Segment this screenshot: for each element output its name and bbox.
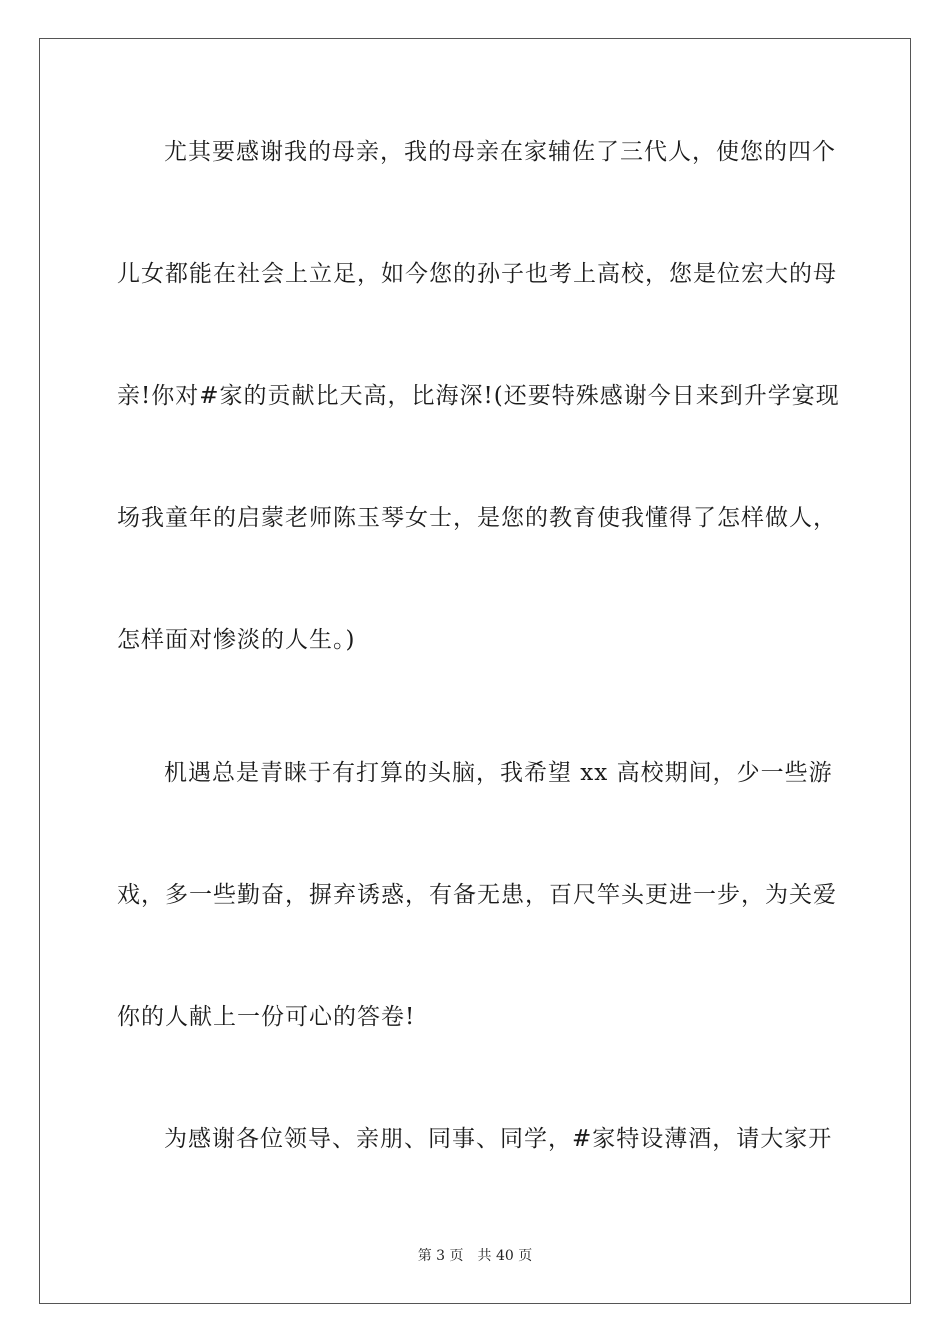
paragraph-line: 场我童年的启蒙老师陈玉琴女士，是您的教育使我懂得了怎样做人， xyxy=(117,505,837,531)
paragraph-line: 怎样面对惨淡的人生。) xyxy=(117,627,356,653)
paragraph-line: 儿女都能在社会上立足，如今您的孙子也考上高校，您是位宏大的母 xyxy=(117,261,837,287)
paragraph-line: 机遇总是青睐于有打算的头脑，我希望 xx 高校期间，少一些游 xyxy=(164,760,833,786)
paragraph-line: 亲!你对#家的贡献比天高，比海深!(还要特殊感谢今日来到升学宴现 xyxy=(117,383,840,409)
paragraph-line: 戏，多一些勤奋，摒弃诱惑，有备无患，百尺竿头更进一步，为关爱 xyxy=(117,882,837,908)
page-footer xyxy=(0,1245,950,1265)
page-total: 共 40 页 xyxy=(477,1248,533,1264)
paragraph-line: 尤其要感谢我的母亲，我的母亲在家辅佐了三代人，使您的四个 xyxy=(164,139,836,165)
page-number: 第 3 页 xyxy=(417,1248,464,1264)
paragraph-line: 为感谢各位领导、亲朋、同事、同学，#家特设薄酒，请大家开 xyxy=(164,1126,833,1152)
paragraph-line: 你的人献上一份可心的答卷! xyxy=(117,1004,416,1030)
page-border xyxy=(39,38,911,1304)
